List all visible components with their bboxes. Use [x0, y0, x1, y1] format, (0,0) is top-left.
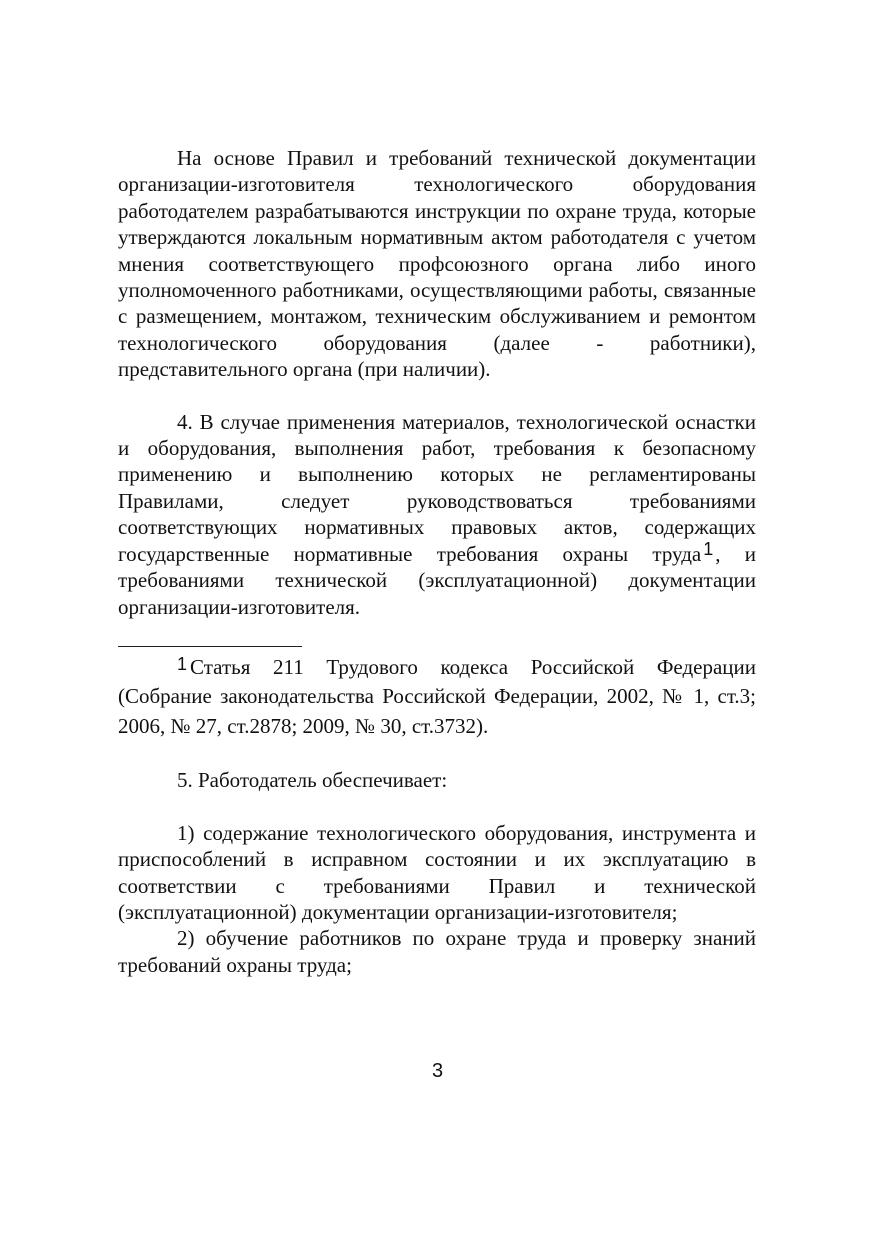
paragraph-instructions: На основе Правил и требований технической документации организации-изготовителя технологического оборудования работодателем разрабатываются инструкции по охране труда, которые утверждаются локальным нормативным актом работодателя с учетом мнения соответствующего профсоюзного органа либо иного уполномоченного работниками, осуществляющими работы, связанные с размещением, монтажом, техническим обслуживанием и ремонтом технологического оборудования (далее - работники), представительного органа (при наличии).: [118, 146, 756, 382]
paragraph-4-text-end: , и требованиями технической (эксплуатационной) документации организации-изготовителя.: [118, 541, 756, 619]
paragraph-4-text: 4. В случае применения материалов, технологической оснастки и оборудования, выполнения работ, требования к безопасному применению и выполнению которых не регламентированы Правилами, следует руководствоваться требованиями соответствующих нормативных правовых актов, содержащих государственные нормативные требования охраны труда: [118, 409, 756, 566]
paragraph-gap: [118, 794, 756, 820]
paragraph-gap: [118, 741, 756, 767]
footnote-divider: [118, 646, 302, 647]
list-item-2: 2) обучение работников по охране труда и проверку знаний требований охраны труда;: [118, 926, 756, 977]
footnote-reference[interactable]: 1: [703, 538, 714, 559]
footnote-text: Статья 211 Трудового кодекса Российской Федерации (Собрание законодательства Российской Федерации, 2002, № 1, ст.3; 2006, № 27, ст.2878; 2009, № 30, ст.3732).: [118, 654, 756, 738]
paragraph-gap: [118, 383, 756, 409]
section-5-heading: 5. Работодатель обеспечивает:: [177, 768, 448, 793]
page-number: 3: [431, 1060, 444, 1082]
footnote: [118, 653, 756, 742]
paragraph-4: [118, 409, 756, 620]
list-item-1: 1) содержание технологического оборудования, инструмента и приспособлений в исправном состоянии и их эксплуатацию в соответствии с требованиями Правил и технической (эксплуатационной) документации организации-изготовителя;: [118, 820, 756, 925]
document-page: [118, 145, 756, 978]
footnote-mark: 1: [177, 653, 188, 674]
